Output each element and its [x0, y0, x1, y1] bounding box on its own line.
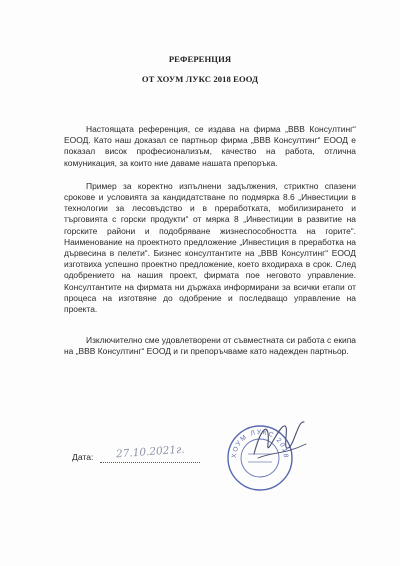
paragraph-closing: Изключително сме удовлетворени от съвместната си работа с екипа на „ВВВ Консултинг“ ЕООД и ги препоръчваме като надежден партньор. [64, 335, 356, 357]
stamp-text: ХОУМ ЛУКС 2018 [230, 428, 290, 460]
paragraph-intro: Настоящата референция, се издава на фирма „ВВВ Консултинг“ ЕООД. Като наш доказал се партньор фирма „ВВВ Консултинг“ ЕООД е показал висок професионализъм, качество на работа, отлична комуникация, за които ние даваме нашата препоръка. [64, 124, 356, 168]
signature-scribble [248, 414, 312, 466]
paragraph-project: Пример за коректно изпълнени задължения, стриктно спазени срокове и условията за кандидатстване по подмярка 8.6 „Инвестиции в технологии за лесовъдство и в преработката, мобилизирането и търговията с горски продукти“ от мярка 8 „Инвестиции в развитие на горските райони и подобряване жизнеспособността на горите“. Наименование на проектното предложение „Инвестиция в преработка на дървесина в пелети“. Бизнес консултантите на „ВВВ Консултинг“ ЕООД изготвиха успешно проектно предложение, което входираха в срок. След одобрението на нашия проект, фирмата пое неговото управление. Консултантите на фирмата ни държаха информирани за всички етапи от процеса на изготвяне до одобрение и последващо управление на проекта. [64, 180, 356, 315]
date-label: Дата: [72, 452, 94, 462]
date-row [72, 443, 186, 462]
handwritten-date: 27.10.2021г. [115, 443, 186, 461]
document-body [64, 124, 356, 370]
date-line [100, 462, 200, 463]
document-subtitle: ОТ ХОУМ ЛУКС 2018 ЕООД [141, 74, 259, 84]
document-title: РЕФЕРЕНЦИЯ [168, 54, 232, 64]
